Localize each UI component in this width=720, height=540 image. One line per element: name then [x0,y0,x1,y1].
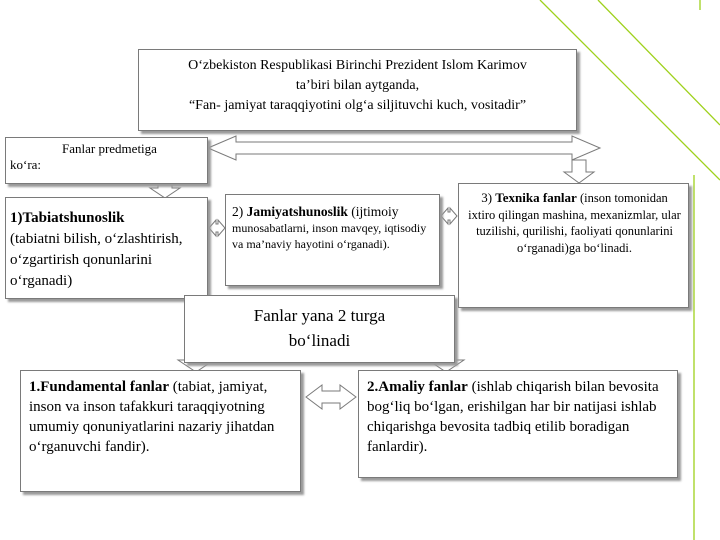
technical-sciences-number: 3) [481,190,496,205]
natural-sciences-title: 1)Tabiatshunoslik [10,210,125,226]
practical-sciences-box [358,370,678,478]
technical-sciences-desc: (inson tomonidan ixtiro qilingan mashina, mexanizmlar, ular tuzilishi, qurilishi, faoliyati qonunlarini o‘rganadi)ga bo‘linadi. [468,191,681,255]
double-arrow-small [209,220,225,236]
fundamental-sciences-box [20,370,301,492]
technical-sciences-title: Texnika fanlar [495,190,577,205]
classification-line-1: Fanlar predmetiga [62,141,157,156]
natural-sciences-box [5,197,208,299]
social-sciences-desc: munosabatlarni, inson mavqey, iqtisodiy va ma’naviy hayotini o‘rganadi). [232,221,427,251]
fundamental-sciences-title: 1.Fundamental fanlar [29,379,170,395]
quote-line-2: ta’biri bilan aytganda, [295,78,420,93]
double-arrow-horizontal [208,136,600,160]
green-line [598,0,720,125]
classification-box [5,137,208,184]
social-sciences-number: 2) [232,204,247,219]
social-sciences-title: Jamiyatshunoslik [246,204,348,219]
quote-box [138,49,577,131]
social-sciences-subtitle: (ijtimoiy [347,204,399,219]
natural-sciences-desc: (tabiatni bilish, o‘zlashtirish, o‘zgartirish qonunlarini o‘rganadi) [10,231,183,289]
science-types-line-2: bo‘linadi [288,331,351,350]
double-arrow-horizontal [306,385,356,409]
practical-sciences-desc: (ishlab chiqarish bilan bevosita bog‘liq bo‘lgan, erishilgan har bir natijasi ishlab chiqarishga bevosita tadbiq etilib boradigan fanlardir). [367,379,659,455]
technical-sciences-box [458,183,689,308]
fundamental-sciences-desc: (tabiat, jamiyat, inson va inson tafakkuri taraqqiyotning umumiy qonuniyatlarini nazariy jihatdan o‘rganuvchi fandir). [29,379,275,455]
double-arrow-small [441,208,457,224]
quote-line-3: “Fan- jamiyat taraqqiyotini olg‘a siljituvchi kuch, vositadir” [188,98,527,113]
science-types-box [184,295,455,363]
down-arrow [564,160,594,183]
quote-line-1: O‘zbekiston Respublikasi Birinchi Prezident Islom Karimov [188,58,527,73]
science-types-line-1: Fanlar yana 2 turga [253,306,386,325]
social-sciences-box [225,194,440,286]
classification-line-2: ko‘ra: [10,157,42,172]
practical-sciences-title: 2.Amaliy fanlar [367,379,468,395]
